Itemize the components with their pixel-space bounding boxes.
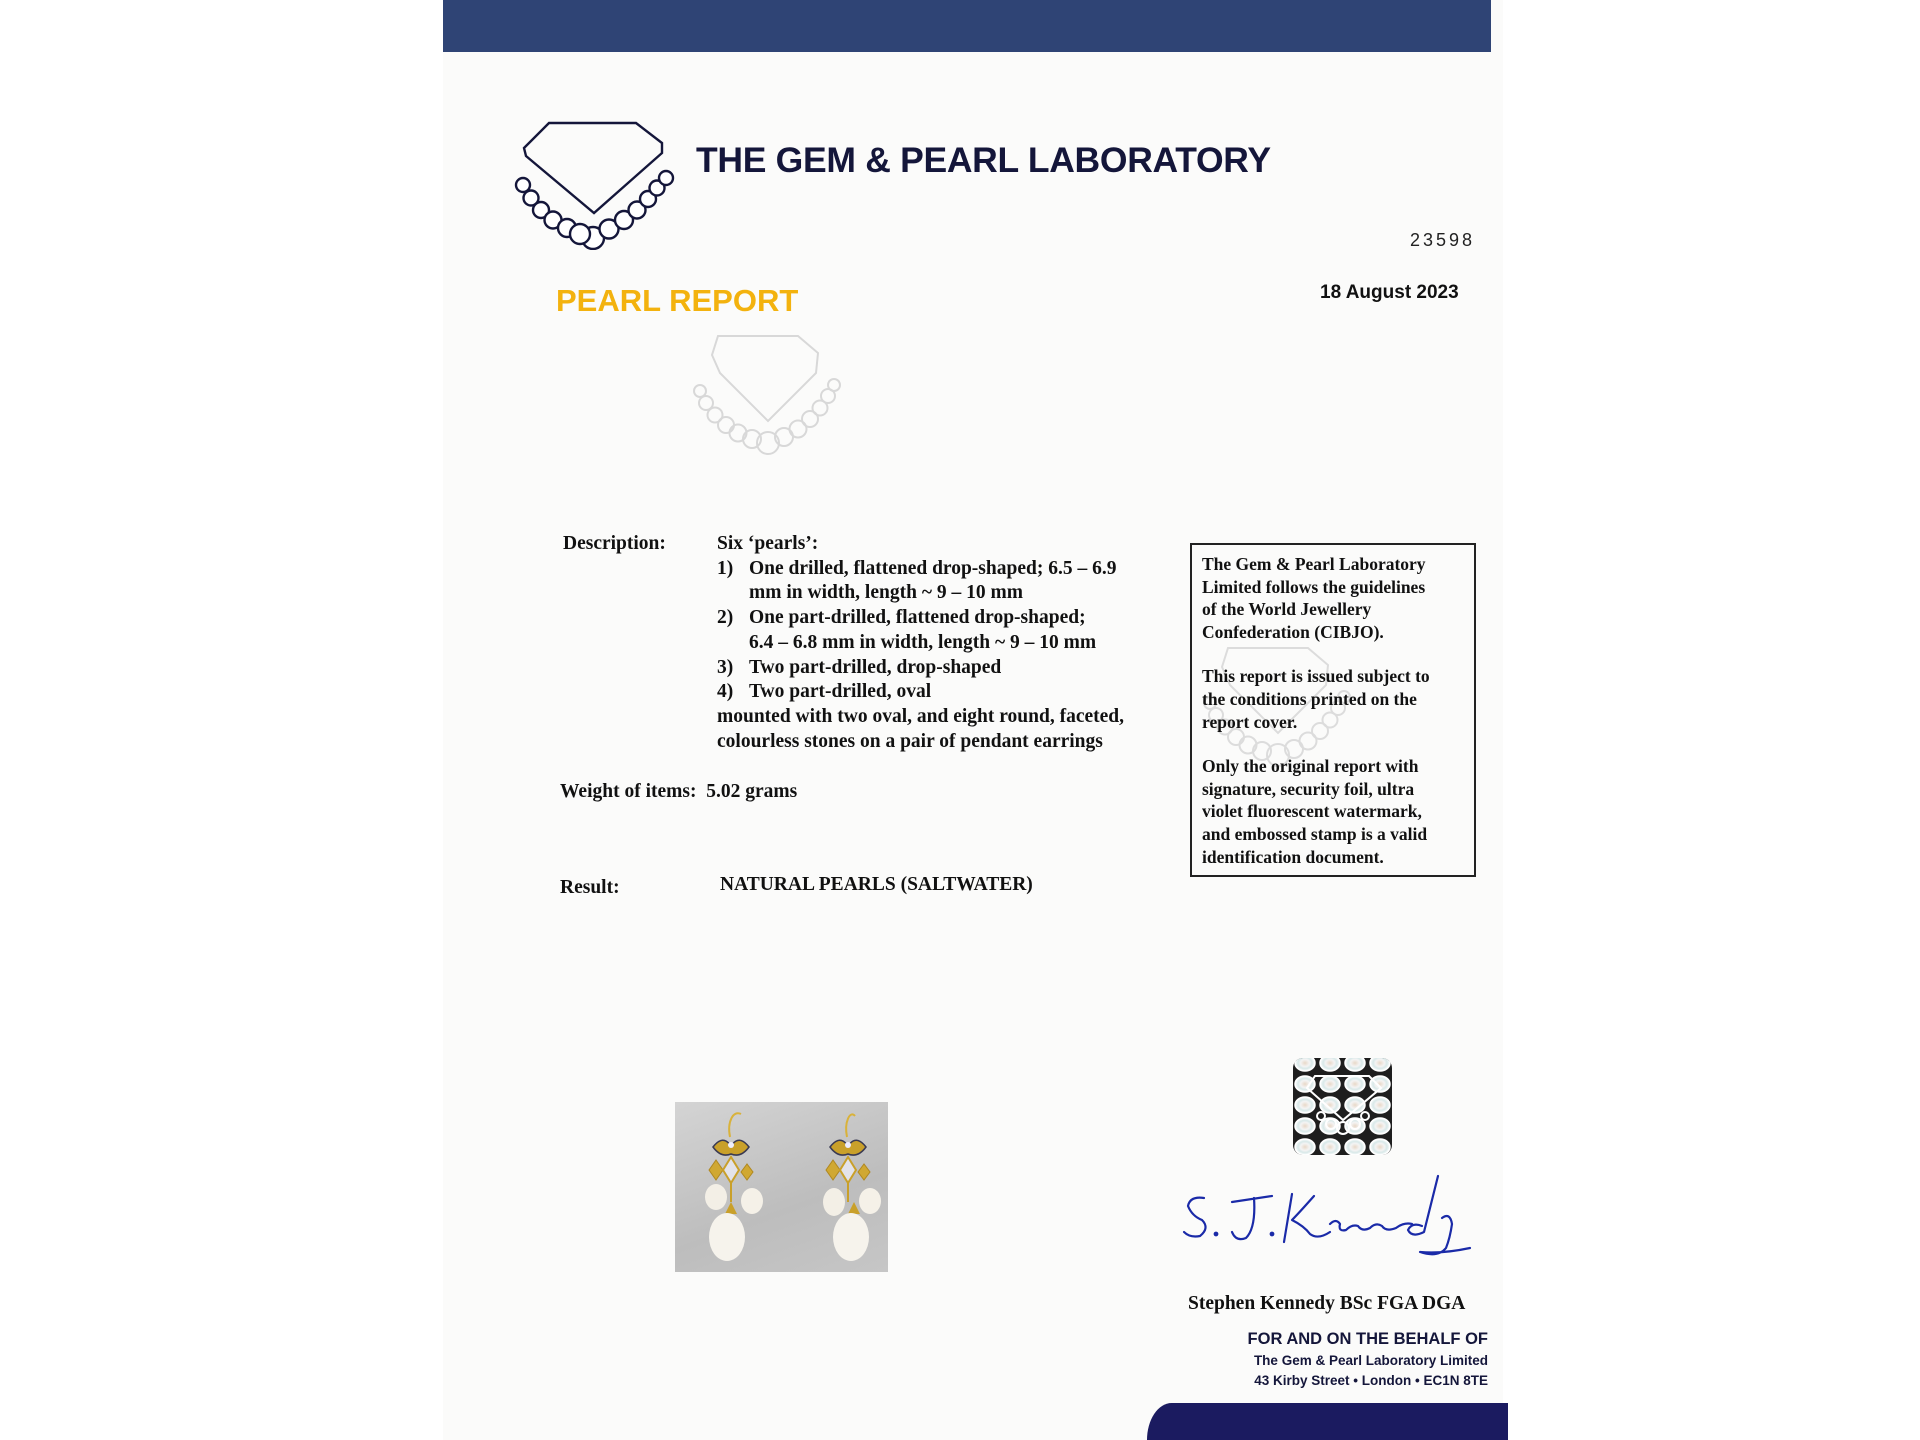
watermark-logo-icon xyxy=(688,333,848,458)
notice-line: This report is issued subject to xyxy=(1202,666,1430,687)
notice-line: violet fluorescent watermark, xyxy=(1202,801,1422,822)
top-band xyxy=(443,0,1491,52)
earrings-illustration-icon xyxy=(675,1102,888,1272)
bottom-band xyxy=(1147,1403,1508,1440)
description-item xyxy=(717,557,1124,606)
description-body xyxy=(717,532,1124,754)
item-number: 1) xyxy=(717,557,734,579)
item-line: mm in width, length ~ 9 – 10 mm xyxy=(749,582,1023,604)
notice-line: of the World Jewellery xyxy=(1202,599,1372,620)
result-value: NATURAL PEARLS (SALTWATER) xyxy=(720,874,1033,895)
item-line: Two part-drilled, oval xyxy=(749,681,932,703)
description-item xyxy=(717,680,1124,705)
description-item xyxy=(717,606,1124,655)
notice-line: identification document. xyxy=(1202,846,1384,867)
description-label: Description: xyxy=(563,533,666,554)
item-line: One part-drilled, flattened drop-shaped; xyxy=(749,607,1086,629)
mounting-line: mounted with two oval, and eight round, faceted, xyxy=(717,705,1124,727)
notice-paragraph xyxy=(1202,553,1464,643)
notice-paragraph xyxy=(1202,755,1464,868)
weight-of-items: Weight of items: 5.02 grams xyxy=(560,781,798,802)
notice-line: Only the original report with xyxy=(1202,756,1419,777)
earrings-photo xyxy=(675,1102,888,1272)
company-name: The Gem & Pearl Laboratory Limited xyxy=(1253,1353,1488,1368)
result-label: Result: xyxy=(560,877,620,898)
item-number: 3) xyxy=(717,656,734,678)
notice-line: Confederation (CIBJO). xyxy=(1202,621,1384,642)
notice-line: The Gem & Pearl Laboratory xyxy=(1202,554,1426,574)
company-address: 43 Kirby Street • London • EC1N 8TE xyxy=(1254,1373,1488,1388)
notice-paragraph xyxy=(1202,665,1464,733)
description-intro: Six ‘pearls’: xyxy=(717,533,819,554)
on-behalf-of: FOR AND ON THE BEHALF OF xyxy=(1247,1330,1488,1348)
cibjo-notice-box xyxy=(1190,543,1476,877)
notice-line: report cover. xyxy=(1202,711,1298,732)
gem-pearl-logo-icon xyxy=(512,118,678,250)
description-item xyxy=(717,656,1124,681)
item-line: One drilled, flattened drop-shaped; 6.5 – 6.9 xyxy=(749,557,1117,579)
report-date: 18 August 2023 xyxy=(1320,282,1459,303)
mounting-line: colourless stones on a pair of pendant earrings xyxy=(717,730,1103,752)
item-number: 4) xyxy=(717,681,734,703)
report-number: 23598 xyxy=(1410,230,1476,250)
notice-line: Limited follows the guidelines xyxy=(1202,576,1426,597)
notice-line: and embossed stamp is a valid xyxy=(1202,823,1428,844)
item-line: Two part-drilled, drop-shaped xyxy=(749,656,1002,678)
report-title: PEARL REPORT xyxy=(556,283,799,318)
hologram-pattern-icon xyxy=(1293,1058,1392,1155)
security-foil-hologram xyxy=(1293,1058,1392,1155)
notice-line: signature, security foil, ultra xyxy=(1202,778,1415,799)
lab-name: THE GEM & PEARL LABORATORY xyxy=(696,140,1271,180)
item-line: 6.4 – 6.8 mm in width, length ~ 9 – 10 mm xyxy=(749,631,1097,653)
item-number: 2) xyxy=(717,607,734,629)
handwritten-signature xyxy=(1180,1168,1490,1263)
notice-line: the conditions printed on the xyxy=(1202,688,1417,709)
signer-name: Stephen Kennedy BSc FGA DGA xyxy=(1188,1293,1466,1314)
